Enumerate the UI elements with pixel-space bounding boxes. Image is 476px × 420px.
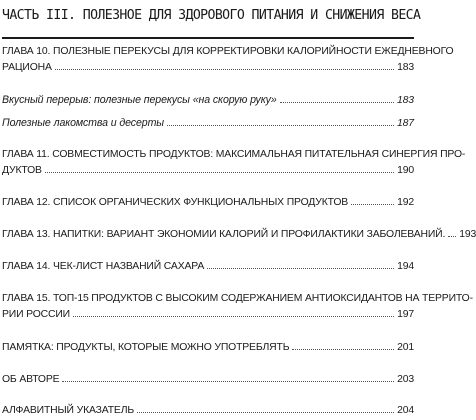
page-number: 193 [459, 229, 476, 240]
page-number: 203 [397, 374, 414, 385]
dot-leader [137, 411, 394, 413]
dot-leader [62, 380, 394, 382]
toc-entry-title: ГЛАВА 13. НАПИТКИ: ВАРИАНТ ЭКОНОМИИ КАЛОРИЙ И ПРОФИЛАКТИКИ ЗАБОЛЕВАНИЙ. [2, 229, 446, 240]
toc-entry-title-line2: ДУКТОВ [2, 165, 42, 176]
dot-leader [292, 348, 394, 350]
toc-entry-title-line2: РИИ РОССИИ [2, 309, 70, 320]
dot-leader [73, 315, 394, 317]
toc-entry-memo[interactable] [2, 340, 414, 356]
toc-entry-about-author[interactable] [2, 372, 414, 388]
toc-entry-title: ГЛАВА 12. СПИСОК ОРГАНИЧЕСКИХ ФУНКЦИОНАЛЬНЫХ ПРОДУКТОВ [2, 197, 349, 208]
toc-entry-chapter-12[interactable] [2, 195, 414, 211]
toc-entry-chapter-13[interactable] [2, 227, 476, 243]
dot-leader [351, 203, 394, 205]
page-number: 201 [397, 342, 414, 353]
dot-leader [280, 101, 394, 103]
dot-leader [55, 68, 394, 70]
page-number: 183 [396, 95, 414, 106]
dot-leader [45, 171, 394, 173]
toc-entry-title: Полезные лакомства и десерты [2, 117, 164, 129]
dot-leader [448, 235, 456, 237]
toc-entry-title-line2: РАЦИОНА [2, 62, 52, 73]
page-number: 190 [397, 165, 414, 176]
part-title: ЧАСТЬ III. ПОЛЕЗНОЕ ДЛЯ ЗДОРОВОГО ПИТАНИЯ И СНИЖЕНИЯ ВЕСА [2, 8, 421, 23]
toc-entry-title: Вкусный перерыв: полезные перекусы «на скорую руку» [2, 94, 277, 106]
toc-entry-title: ОБ АВТОРЕ [2, 374, 60, 385]
toc-entry-chapter-15[interactable] [2, 291, 473, 323]
page-number: 192 [397, 197, 414, 208]
page-number: 187 [396, 118, 414, 129]
toc-entry-index[interactable] [2, 403, 414, 419]
toc-entry-title: АЛФАВИТНЫЙ УКАЗАТЕЛЬ [2, 405, 135, 416]
part-title-rule [2, 37, 414, 39]
toc-entry-title-line1: ГЛАВА 11. СОВМЕСТИМОСТЬ ПРОДУКТОВ: МАКСИМАЛЬНАЯ ПИТАТЕЛЬНАЯ СИНЕРГИЯ ПРО- [2, 149, 466, 160]
toc-entry-chapter-10[interactable] [2, 44, 454, 76]
toc-entry-snack-break[interactable] [2, 92, 414, 109]
dot-leader [207, 267, 394, 269]
toc-entry-title: ГЛАВА 14. ЧЕК-ЛИСТ НАЗВАНИЙ САХАРА [2, 261, 205, 272]
toc-entry-title: ПАМЯТКА: ПРОДУКТЫ, КОТОРЫЕ МОЖНО УПОТРЕБЛЯТЬ [2, 342, 290, 353]
toc-entry-title-line1: ГЛАВА 10. ПОЛЕЗНЫЕ ПЕРЕКУСЫ ДЛЯ КОРРЕКТИРОВКИ КАЛОРИЙНОСТИ ЕЖЕДНЕВНОГО [2, 46, 454, 57]
page-number: 183 [397, 62, 414, 73]
toc-entry-healthy-treats[interactable] [2, 115, 414, 132]
page-number: 204 [397, 405, 414, 416]
dot-leader [167, 124, 394, 126]
page-number: 197 [397, 309, 414, 320]
toc-entry-chapter-11[interactable] [2, 147, 466, 179]
page-number: 194 [397, 261, 414, 272]
toc-entry-chapter-14[interactable] [2, 259, 414, 275]
toc-entry-title-line1: ГЛАВА 15. ТОП-15 ПРОДУКТОВ С ВЫСОКИМ СОДЕРЖАНИЕМ АНТИОКСИДАНТОВ НА ТЕРРИТО- [2, 293, 473, 304]
